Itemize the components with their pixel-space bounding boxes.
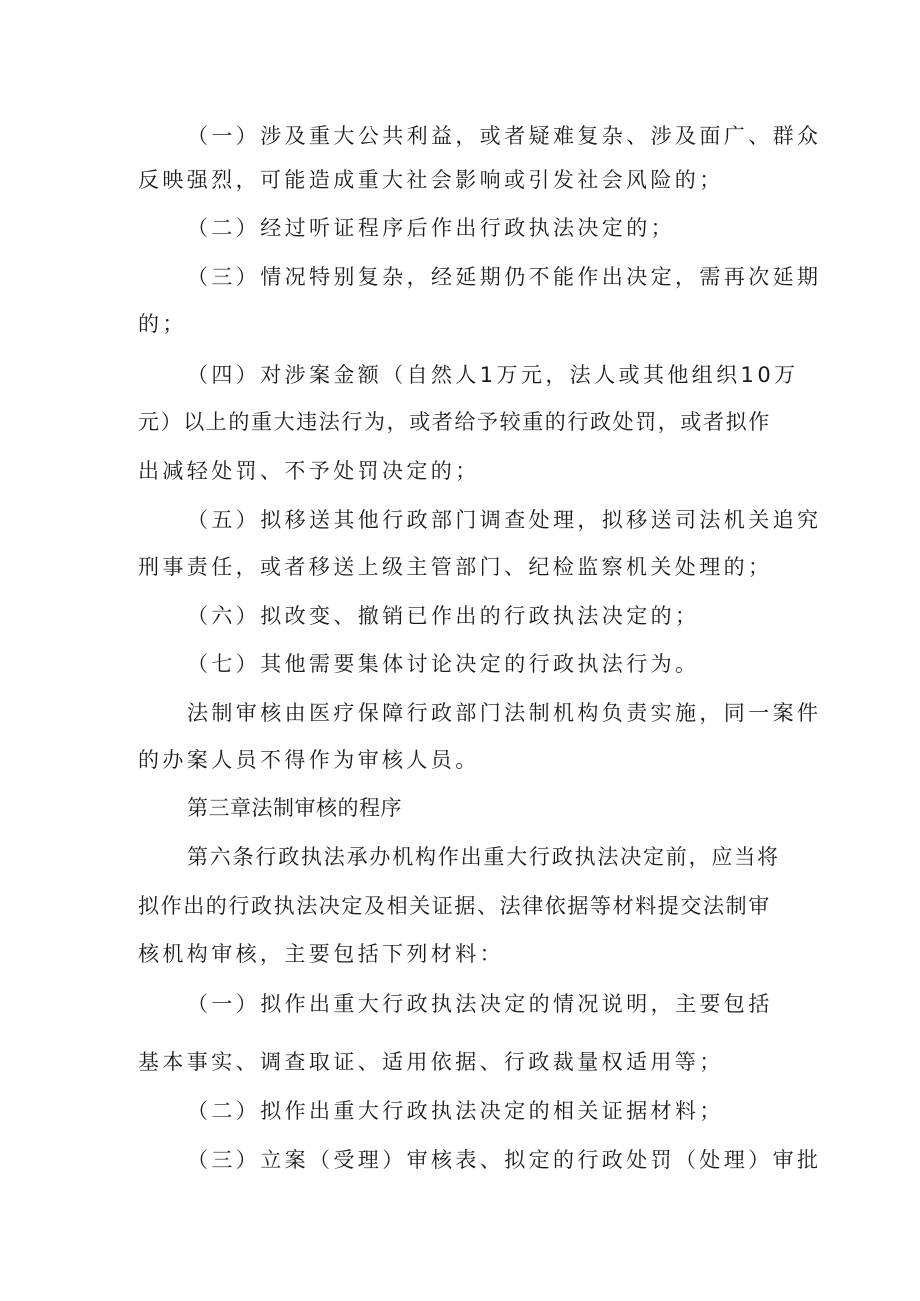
paragraph-line: 反映强烈，可能造成重大社会影响或引发社会风险的； bbox=[138, 168, 724, 192]
paragraph-line: 基本事实、调查取证、适用依据、行政裁量权适用等； bbox=[138, 1050, 724, 1074]
paragraph-line: （一）拟作出重大行政执法决定的情况说明，主要包括 bbox=[187, 992, 773, 1016]
paragraph-line: 的办案人员不得作为审核人员。 bbox=[138, 748, 480, 772]
paragraph-line: （六）拟改变、撤销已作出的行政执法决定的； bbox=[187, 604, 700, 628]
paragraph-line: 拟作出的行政执法决定及相关证据、法律依据等材料提交法制审 bbox=[138, 894, 771, 918]
paragraph-line: 元）以上的重大违法行为，或者给予较重的行政处罚，或者拟作 bbox=[138, 410, 771, 434]
paragraph-line: （三）情况特别复杂，经延期仍不能作出决定，需再次延期 bbox=[187, 265, 822, 289]
paragraph-line: 刑事责任，或者移送上级主管部门、纪检监察机关处理的； bbox=[138, 555, 773, 579]
paragraph-line: （五）拟移送其他行政部门调查处理，拟移送司法机关追究 bbox=[187, 508, 822, 532]
paragraph-line: （二）经过听证程序后作出行政执法决定的； bbox=[187, 216, 675, 240]
paragraph-line: （二）拟作出重大行政执法决定的相关证据材料； bbox=[187, 1099, 724, 1123]
paragraph-line: （三）立案（受理）审核表、拟定的行政处罚（处理）审批 bbox=[187, 1148, 822, 1172]
paragraph-line: （一）涉及重大公共利益，或者疑难复杂、涉及面广、群众 bbox=[187, 124, 822, 148]
paragraph-line: 法制审核由医疗保障行政部门法制机构负责实施，同一案件 bbox=[187, 701, 822, 725]
paragraph-line: 的； bbox=[138, 312, 187, 336]
paragraph-line: 第六条行政执法承办机构作出重大行政执法决定前，应当将 bbox=[187, 845, 780, 869]
paragraph-line: 出减轻处罚、不予处罚决定的； bbox=[138, 459, 480, 483]
chapter-heading: 第三章法制审核的程序 bbox=[187, 796, 402, 820]
paragraph-line: 核机构审核，主要包括下列材料： bbox=[138, 942, 504, 966]
paragraph-line: （七）其他需要集体讨论决定的行政执法行为。 bbox=[187, 652, 700, 676]
paragraph-line: （四）对涉案金额（自然人1万元，法人或其他组织10万 bbox=[187, 363, 799, 387]
